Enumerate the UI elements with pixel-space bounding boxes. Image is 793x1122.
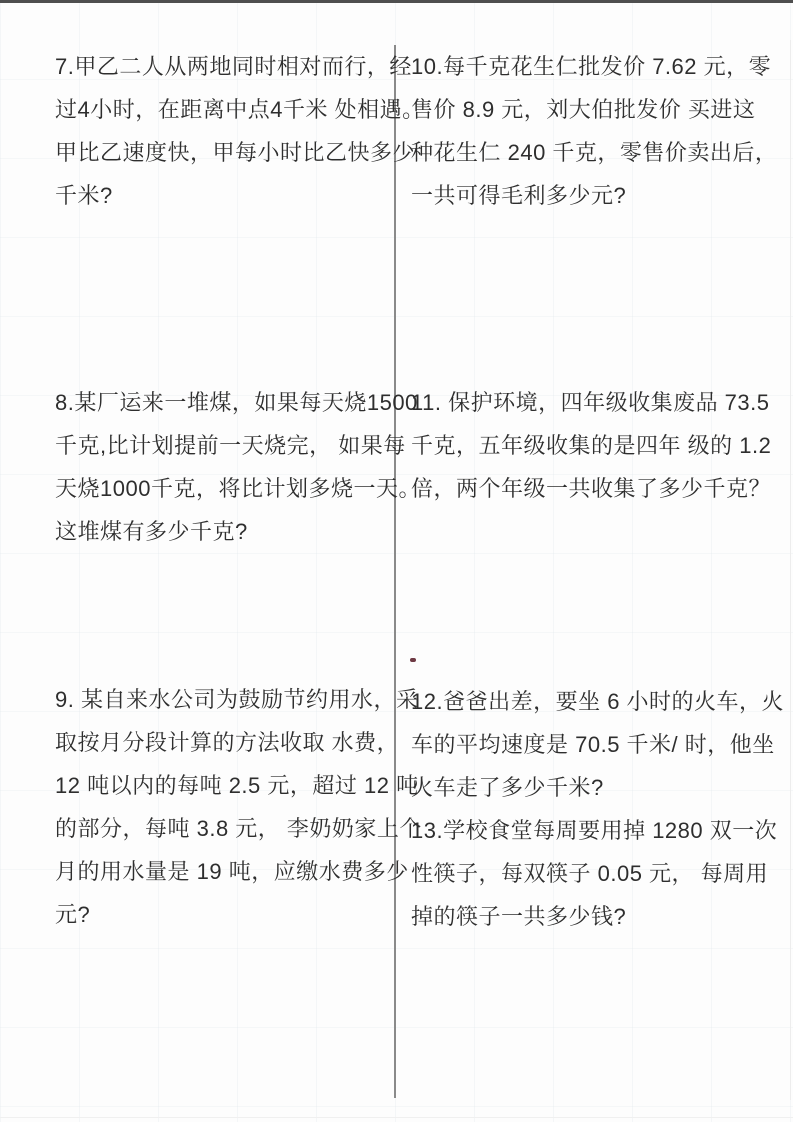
problem-8-line: 8.某厂运来一堆煤，如果每天烧1500 (55, 390, 418, 415)
problem-11 (411, 381, 771, 510)
problem-13 (411, 809, 777, 938)
stray-ink-dot (410, 658, 416, 662)
problem-10-line: 种花生仁 240 千克，零售价卖出后， (411, 140, 778, 165)
problem-11-line: 11. 保护环境，四年级收集废品 73.5 (411, 390, 770, 415)
problem-7-line: 甲比乙速度快，甲每小时比乙快多少 (55, 140, 416, 165)
problem-7-line: 过4小时，在距离中点4千米 处相遇。 (55, 97, 425, 122)
problem-9-line: 的部分，每吨 3.8 元， 李奶奶家上个 (55, 816, 422, 841)
problem-13-line: 13.学校食堂每周要用掉 1280 双一次 (411, 818, 778, 843)
page-bottom-edge-line (0, 1117, 793, 1118)
problem-8-line: 这堆煤有多少千克? (55, 519, 248, 544)
page-right-edge-line (790, 40, 791, 1100)
problem-9-line: 月的用水量是 19 吨，应缴水费多少 (55, 859, 409, 884)
problem-9-line: 元? (55, 902, 91, 927)
problem-8-line: 千克,比计划提前一天烧完， 如果每 (55, 433, 406, 458)
problem-8 (55, 381, 421, 553)
problem-12-line: 12.爸爸出差，要坐 6 小时的火车，火 (411, 689, 785, 714)
problem-13-line: 性筷子，每双筷子 0.05 元， 每周用 (411, 861, 769, 886)
problem-12 (411, 680, 784, 809)
problem-7-line: 千米? (55, 183, 113, 208)
problem-10-line: 一共可得毛利多少元? (411, 183, 627, 208)
problem-11-line: 千克，五年级收集的是四年 级的 1.2 (411, 433, 772, 458)
problem-12-line: 火车走了多少千米? (411, 775, 604, 800)
problem-10 (411, 45, 777, 217)
problem-9-line: 取按月分段计算的方法收取 水费， (55, 730, 400, 755)
problem-8-line: 天烧1000千克，将比计划多烧一天。 (55, 476, 421, 501)
problem-9 (55, 678, 422, 936)
problem-7 (55, 45, 425, 217)
problem-13-line: 掉的筷子一共多少钱? (411, 904, 627, 929)
problem-9-line: 9. 某自来水公司为鼓励节约用水，采 (55, 687, 419, 712)
problem-7-line: 7.甲乙二人从两地同时相对而行，经 (55, 54, 412, 79)
page-top-edge-line (0, 0, 793, 3)
problem-10-line: 10.每千克花生仁批发价 7.62 元，零 (411, 54, 772, 79)
problem-11-line: 倍，两个年级一共收集了多少千克？ (411, 476, 772, 501)
problem-9-line: 12 吨以内的每吨 2.5 元，超过 12 吨 (55, 773, 419, 798)
problem-12-line: 车的平均速度是 70.5 千米/ 时，他坐 (411, 732, 775, 757)
problem-10-line: 售价 8.9 元，刘大伯批发价 买进这 (411, 97, 756, 122)
